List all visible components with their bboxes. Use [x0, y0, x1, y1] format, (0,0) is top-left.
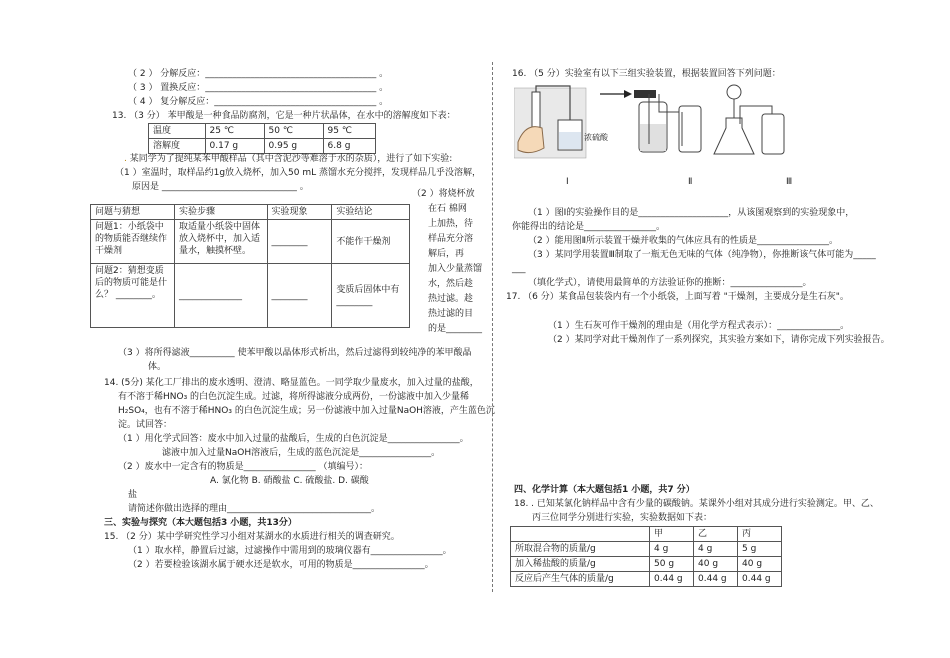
solubility-table — [148, 123, 376, 154]
column-divider — [492, 62, 493, 592]
cell: 不能作干燥剂 — [332, 220, 410, 264]
cell: 0.44 g — [694, 572, 738, 587]
cell: ________ — [267, 264, 332, 328]
side-line: 加入少量蒸馏 — [428, 264, 483, 274]
q14-stem-1: 14. (5分) 某化工厂排出的废水透明、澄清、略显蓝色。一同学取少量废水，加入过量的盐酸， — [104, 378, 479, 388]
figure-label-ii: Ⅱ — [688, 177, 693, 187]
cell: 0.44 g — [650, 572, 694, 587]
cell: 实验步骤 — [175, 205, 268, 220]
q14-options-cont: 盐 — [128, 490, 138, 500]
cell: 25 ℃ — [205, 124, 264, 139]
table-row — [511, 557, 782, 572]
figure-label-i: Ⅰ — [566, 177, 569, 187]
cell: 4 g — [650, 542, 694, 557]
cell: 95 ℃ — [323, 124, 375, 139]
cell: 0.44 g — [738, 572, 782, 587]
cell: 问题与猜想 — [91, 205, 175, 220]
cell: 实验结论 — [332, 205, 410, 220]
q13-part3-cont: 体。 — [148, 362, 167, 372]
q16-part3: （3 ）某同学用装置Ⅲ制取了一瓶无色无味的气体（纯净物），你推断该气体可能为_____ — [528, 250, 876, 260]
cell: 4 g — [694, 542, 738, 557]
cell: 实验现象 — [267, 205, 332, 220]
q13-part3: （3 ）将所得滤液__________ 使苯甲酸以晶体形式析出，然后过滤得到较纯净的苯甲酸晶 — [118, 348, 472, 358]
q16-part1: （1 ）图Ⅰ的实验操作目的是____________________，从该图观察到的实验现象中， — [528, 208, 855, 218]
q12-line2: （ 2 ） 分解反应：______________________________________ 。 — [128, 69, 389, 79]
q12-line3: （ 3 ） 置换反应：______________________________________ 。 — [128, 83, 389, 93]
cell: 6.8 g — [323, 139, 375, 154]
table-row — [511, 542, 782, 557]
q13-part1-reason: 原因是 ______________________________ 。 — [132, 182, 309, 192]
cell: 变质后固体中有________ — [332, 264, 410, 328]
figure-label-iii: Ⅲ — [786, 177, 793, 187]
q12-line4: （ 4 ） 复分解反应：____________________________________ 。 — [128, 97, 389, 107]
q15-part1: （1 ）取水样，静置后过滤，过滤操作中需用到的玻璃仪器有________________。 — [128, 546, 452, 556]
q16-part2: （2 ）能用图Ⅱ所示装置干燥并收集的气体应具有的性质是________________。 — [528, 236, 839, 246]
q14-stem-3: H₂SO₄，也有不溶于稀HNO₃ 的白色沉淀生成；另一份滤液中加入过量NaOH溶液，产生蓝色沉 — [118, 406, 495, 416]
section-3-title: 三、实验与探究（本大题包括3 小题，共13分） — [104, 518, 297, 528]
cell: 所取混合物的质量/g — [511, 542, 650, 557]
cell: 问题2：猜想变质后的物质可能是什么？ ________。 — [91, 264, 175, 328]
side-line: 解后，再 — [428, 249, 465, 259]
q16-part1b: 你能得出的结论是________________。 — [512, 222, 666, 232]
side-line: 在石 棉网 — [428, 204, 467, 214]
sulfuric-acid-label: 浓硫酸 — [584, 133, 608, 142]
cell: 0.17 g — [205, 139, 264, 154]
cell: 取适量小纸袋中固体放入烧杯中，加入适量水，触摸杯壁。 — [175, 220, 268, 264]
side-line: 热过滤。趁 — [428, 294, 474, 304]
q13-intro: . 某同学为了提纯某苯甲酸样品（其中含泥沙等难溶于水的杂质），进行了如下实验: — [124, 154, 453, 164]
q14-stem-2: 有不溶于稀HNO₃ 的白色沉淀生成。过滤，将所得滤液分成两份，一份滤液中加入少量稀 — [118, 392, 470, 402]
q17-stem: 17. （6 分）某食品包装袋内有一个小纸袋，上面写着 "干燥剂，主要成分是生石灰"。 — [506, 292, 849, 302]
apparatus-svg — [514, 84, 804, 164]
side-line: 上加热，待 — [428, 219, 474, 229]
side-line: 的是________ — [428, 324, 483, 334]
cell — [511, 527, 650, 542]
cell: 溶解度 — [149, 139, 206, 154]
q18-stem-2: 丙三位同学分别进行实验，实验数据如下表： — [532, 513, 713, 523]
q15-part2: （2 ）若要检验该湖水属于硬水还是软水，可用的物质是________________。 — [128, 560, 434, 570]
cell: ______________ — [175, 264, 268, 328]
q14-options: A. 氯化物 B. 硝酸盐 C. 硫酸盐. D. 碳酸 — [210, 476, 369, 486]
cell: 40 g — [694, 557, 738, 572]
experiment-report-table — [90, 204, 410, 328]
cell: 5 g — [738, 542, 782, 557]
q14-part1b: 滤液中加入过量NaOH溶液后，生成的蓝色沉淀是________________。 — [162, 448, 441, 458]
side-line: 水，然后趁 — [428, 279, 474, 289]
q16-part3b: （填化学式），请使用最简单的方法验证你的推断：________________。 — [528, 278, 812, 288]
cell: 反应后产生气体的质量/g — [511, 572, 650, 587]
cell: 50 ℃ — [264, 124, 323, 139]
q14-part1: （1 ）用化学式回答：废水中加入过量的盐酸后，生成的白色沉淀是________________。 — [118, 434, 469, 444]
cell: 温度 — [149, 124, 206, 139]
side-line: 样品充分溶 — [428, 234, 474, 244]
q13-part1: （1 ）室温时，取样品约1g放入烧杯，加入50 mL 蒸馏水充分搅拌，发现样品几乎没溶解， — [115, 168, 481, 178]
cell: 40 g — [738, 557, 782, 572]
q16-part3-blank: ___ — [512, 264, 526, 274]
q18-stem-1: 18. . 已知某氯化钠样品中含有少量的碳酸钠。某课外小组对其成分进行实验测定。甲、乙、 — [514, 499, 879, 509]
cell: 甲 — [650, 527, 694, 542]
figure-i-drawing — [514, 86, 586, 158]
q14-part2: （2 ）废水中一定含有的物质是________________ （填编号）： — [118, 462, 368, 472]
q16-stem: 16. （5 分）实验室有以下三组实验装置，根据装置回答下列问题： — [512, 69, 781, 79]
cell: 50 g — [650, 557, 694, 572]
q17-part2: （2 ）某同学对此干燥剂作了一系列探究，其实验方案如下，请你完成下列实验报告。 — [548, 335, 890, 345]
cell: 问题1：小纸袋中的物质能否继续作干燥剂 — [91, 220, 175, 264]
q13-stem: 13. （3 分） 苯甲酸是一种食品防腐剂，它是一种片状晶体，在水中的溶解度如下表： — [112, 111, 456, 121]
q15-stem: 15. （2 分）某中学研究性学习小组对某湖水的水质进行相关的调查研究。 — [104, 532, 400, 542]
cell: 乙 — [694, 527, 738, 542]
q14-reason: 请简述你做出选择的理由________________________________。 — [128, 504, 381, 514]
side-line: 热过滤的目 — [428, 309, 474, 319]
cell: 丙 — [738, 527, 782, 542]
cell: 加入稀盐酸的质量/g — [511, 557, 650, 572]
table-row — [511, 572, 782, 587]
figure-iii-drawing — [714, 85, 784, 154]
figure-ii-drawing — [600, 90, 701, 152]
cell: ________ — [267, 220, 332, 264]
section-4-title: 四、化学计算（本大题包括1 小题，共7 分） — [514, 485, 695, 495]
cell: 0.95 g — [264, 139, 323, 154]
q13-intro-text: 某同学为了提纯某苯甲酸样品（其中含泥沙等难溶于水的杂质），进行了如下实验: — [129, 154, 453, 164]
q17-part1: （1 ）生石灰可作干燥剂的理由是（用化学方程式表示）：______________。 — [548, 321, 850, 331]
q14-stem-4: 淀。试回答： — [118, 420, 173, 430]
calculation-data-table — [510, 526, 782, 587]
side-line: （2 ）将烧杯放 — [412, 189, 475, 199]
